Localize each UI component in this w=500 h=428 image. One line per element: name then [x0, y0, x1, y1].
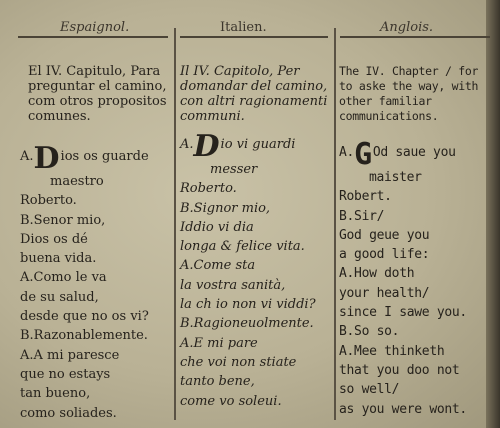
header-rule-english	[340, 36, 490, 38]
line-italian: Roberto.	[180, 181, 237, 197]
line-italian: longa & felice vita.	[180, 239, 305, 255]
line-italian: B.Signor mio,	[180, 200, 271, 216]
header-rule-spanish	[18, 36, 168, 38]
header-italian: Italien.	[220, 20, 267, 35]
line-english: since I sawe you.	[339, 305, 467, 321]
line-english: B.So so.	[339, 324, 400, 340]
line-italian: come vo soleui.	[180, 393, 282, 409]
line-english: so well/	[339, 382, 400, 398]
header-english: Anglois.	[380, 20, 434, 35]
header-spanish: Espaignol.	[60, 20, 130, 35]
line-english: a good life:	[339, 247, 430, 263]
line-spanish: de su salud,	[20, 289, 99, 305]
line-italian: messer	[210, 162, 258, 177]
line-italian: A.Come sta	[180, 258, 256, 274]
line-spanish: A.Dios os guarde	[20, 141, 149, 176]
line-english: B.Sir/	[339, 208, 385, 224]
line-italian: A.Dio vi guardi	[180, 129, 296, 164]
column-english	[339, 64, 489, 419]
line-english: as you were wont.	[339, 401, 467, 417]
column-divider-1	[174, 28, 176, 420]
line-english: your health/	[339, 285, 430, 301]
line-spanish: que no estays	[20, 366, 111, 382]
dropcap-spanish: D	[33, 141, 60, 176]
line-spanish: A.Como le va	[20, 270, 107, 286]
line-spanish: Dios os dé	[20, 231, 88, 247]
intro-italian: Il IV. Capitolo, Per domandar del camino, con altri ragionamenti communi.	[180, 64, 328, 124]
line-spanish: B.Razonablemente.	[20, 328, 148, 344]
line-english: God geue you	[339, 227, 430, 243]
line-italian: Iddio vi dia	[180, 219, 254, 235]
line-english: Robert.	[339, 189, 392, 205]
line-english: maister	[369, 170, 422, 185]
line-spanish: Roberto.	[20, 193, 77, 209]
intro-english: The IV. Chapter / for to aske the way, with other familiar communications.	[339, 64, 479, 123]
intro-spanish: El IV. Capitulo, Para preguntar el camino, com otros propositos comunes.	[28, 64, 167, 124]
line-italian: che voi non stiate	[180, 354, 297, 370]
line-spanish: B.Senor mio,	[20, 212, 106, 228]
header-rule-italian	[180, 36, 328, 38]
column-divider-2	[334, 28, 336, 420]
line-italian: la ch io non vi viddi?	[180, 297, 316, 313]
line-english: A.How doth	[339, 266, 415, 282]
column-spanish	[20, 64, 170, 423]
column-italian	[180, 64, 330, 411]
line-italian: la vostra sanità,	[180, 277, 286, 293]
line-italian: A.E mi pare	[180, 335, 258, 351]
line-spanish: desde que no os vi?	[20, 309, 149, 325]
dropcap-italian: D	[193, 129, 220, 164]
line-english: A.GOd saue you	[339, 137, 456, 172]
line-english: that you doo not	[339, 362, 460, 378]
line-spanish: maestro	[50, 174, 104, 189]
line-spanish: buena vida.	[20, 251, 97, 267]
line-spanish: como soliades.	[20, 405, 117, 421]
line-spanish: tan bueno,	[20, 386, 91, 402]
dropcap-english: G	[354, 137, 372, 172]
line-english: A.Mee thinketh	[339, 343, 445, 359]
line-italian: tanto bene,	[180, 374, 255, 390]
line-spanish: A.A mi paresce	[20, 347, 120, 363]
line-italian: B.Ragioneuolmente.	[180, 316, 314, 332]
